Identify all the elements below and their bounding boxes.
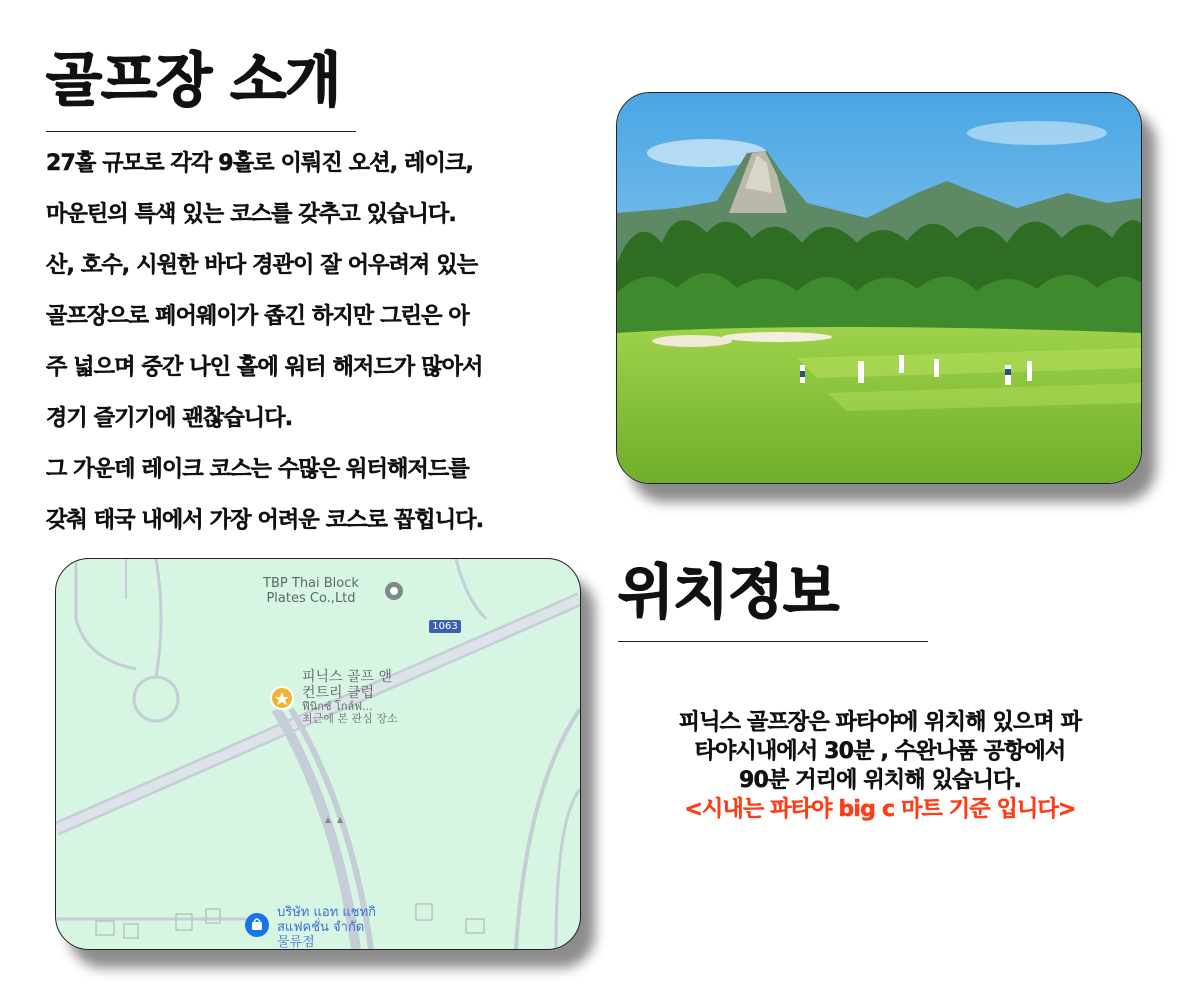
intro-title: 골프장 소개 — [46, 46, 341, 114]
map-poi-tbp[interactable] — [261, 576, 361, 606]
location-line: 타야시내에서 30분 , 수완나품 공항에서 — [694, 739, 1066, 764]
map-poi-tbp-line1: TBP Thai Block — [263, 576, 359, 591]
location-note: <시내는 파타야 big c 마트 기준 입니다> — [684, 797, 1076, 822]
intro-line: 골프장으로 페어웨이가 좁긴 하지만 그린은 아 — [46, 304, 469, 329]
location-map[interactable] — [55, 558, 581, 950]
location-divider — [618, 641, 928, 642]
intro-line: 경기 즐기기에 괜찮습니다. — [46, 406, 293, 431]
map-phoenix-name2: 컨트리 클럽 — [302, 685, 375, 701]
intro-line: 산, 호수, 시원한 바다 경관이 잘 어우려져 있는 — [46, 253, 478, 278]
intro-line: 마운틴의 특색 있는 코스를 갖추고 있습니다. — [46, 202, 456, 227]
map-company-line2: สแฟคชั่น จำกัด — [277, 920, 365, 935]
intro-line: 주 넓으며 중간 나인 홀에 워터 해저드가 많아서 — [46, 355, 483, 380]
location-paragraph — [600, 708, 1160, 824]
map-phoenix-recent: 최근에 본 관심 장소 — [302, 712, 398, 725]
road-number-badge: 1063 — [429, 620, 461, 633]
intro-divider — [46, 131, 356, 132]
intro-line: 27홀 규모로 각각 9홀로 이뤄진 오션, 레이크, — [46, 151, 474, 176]
location-line: 피닉스 골프장은 파타야에 위치해 있으며 파 — [678, 710, 1082, 735]
golf-course-illustration — [617, 93, 1141, 483]
intro-line: 갖춰 태국 내에서 가장 어려운 코스로 꼽힙니다. — [46, 508, 484, 533]
golf-course-photo — [616, 92, 1142, 484]
location-line: 90분 거리에 위치해 있습니다. — [738, 768, 1022, 793]
map-poi-tbp-line2: Plates Co.,Ltd — [266, 591, 356, 606]
map-phoenix-thai: ฟีนิกซ์ โกล์ฟ... — [302, 700, 373, 713]
map-poi-company[interactable] — [277, 905, 376, 950]
map-poi-phoenix[interactable] — [302, 669, 398, 725]
map-company-line3: 물류점 — [277, 935, 315, 950]
map-company-line1: บริษัท แอท แชทกิ — [277, 905, 377, 920]
intro-paragraph — [46, 138, 606, 546]
map-roads — [56, 559, 580, 949]
intro-line: 그 가운데 레이크 코스는 수많은 워터해저드를 — [46, 457, 469, 482]
location-title: 위치정보 — [618, 558, 839, 626]
map-phoenix-name1: 피닉스 골프 앤 — [302, 669, 393, 685]
